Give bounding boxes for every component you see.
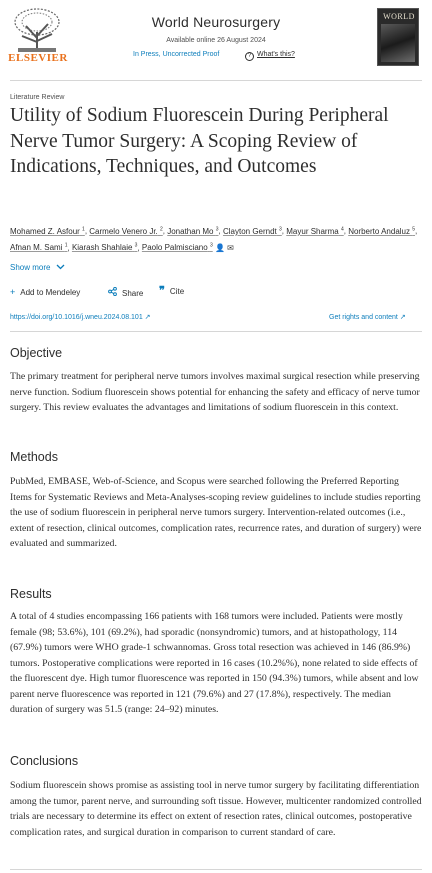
email-icon: ✉ [227,243,234,253]
author-name: Afnan M. Sami [10,243,63,253]
author-name: Jonathan Mo [167,226,214,236]
author-name: Paolo Palmisciano [141,243,208,253]
share-label: Share [122,289,144,298]
quote-icon: ❞ [159,285,165,297]
share-icon [108,287,117,298]
journal-cover[interactable] [377,8,419,66]
help-icon: ? [245,52,254,61]
author-name: Mohamed Z. Asfour [10,226,80,236]
whats-this-link[interactable] [245,51,295,61]
show-more-button[interactable] [10,263,65,272]
author-name: Clayton Gerndt [222,226,277,236]
author-affiliation: 3 [209,242,213,249]
person-icon: 👤 [214,243,225,253]
corresponding-author-icons[interactable] [213,243,234,252]
journal-title[interactable]: World Neurosurgery [151,14,281,30]
author-affiliation: 1 [64,242,68,249]
author-affiliation: 3 [134,242,138,249]
rights-link[interactable] [329,313,406,321]
author-link[interactable] [72,243,138,252]
author-affiliation: 5 [412,226,416,232]
author-name: Carmelo Venero Jr. [89,226,158,236]
article-title: Utility of Sodium Fluorescein During Peripheral Nerve Tumor Surgery: A Scoping Review of Indications, Techniques, and Outcomes [10,105,389,177]
doi-text: https://doi.org/10.1016/j.wneu.2024.08.101 [10,314,143,321]
availability-date: Available online 26 August 2024 [166,37,266,44]
external-link-icon: ↗ [399,314,406,321]
author-link[interactable] [223,227,282,236]
cover-image [381,24,415,62]
cover-title: WORLD [383,12,415,21]
author-name: Norberto Andaluz [348,226,411,236]
author-link[interactable] [10,243,67,252]
header [0,0,432,80]
article-type: Literature Review [10,94,65,101]
cite-button[interactable] [159,287,184,296]
author-link[interactable] [348,227,415,236]
author-link[interactable] [286,227,343,236]
author-link[interactable] [167,227,218,236]
publisher-name: ELSEVIER [8,52,68,64]
show-more-label: Show more [10,263,51,272]
author-affiliation: 3 [279,226,282,232]
chevron-down-icon [56,263,65,272]
author-link[interactable] [89,227,163,236]
section-heading-objective: Objective [10,346,63,360]
section-heading-results: Results [10,587,52,601]
share-button[interactable] [108,287,143,298]
author-link[interactable] [142,243,213,252]
author-affiliation: 1 [82,226,85,232]
section-heading-methods: Methods [10,450,58,464]
author-list: Mohamed Z. Asfour $^1$, Carmelo Venero Jr. $^2$, Jonathan Mo $^3$, Clayton Gerndt $^3$, Mayur Sharma $^4$, Norberto Andaluz $^5$, Afnan M. Sami $^1$, Kiarash Shahlaie $^3$, Paolo Palmisciano $^3$ 👤 ✉ [10,226,418,253]
content-divider [10,331,422,332]
author-link[interactable] [10,227,85,236]
section-heading-conclusions: Conclusions [10,754,79,768]
whats-this-label: What's this? [257,51,295,58]
mendeley-label: Add to Mendeley [20,288,81,297]
footer-divider [10,869,422,870]
section-text-results: A total of 4 studies encompassing 166 patients with 168 tumors were included. Patients were mostly female (98; 53.6%), 101 (69.2%), had sporadic (nonsyndromic) tumors, and at histopathology, 114 (67.9%) tumors were WHO grade-1 schwannomas. Gross total resection was achieved in 146 (86.9%) tumors. Postoperative complications were reported in 16 cases (10.2%%), none related to side effects of the fluorescent dye. High tumor fluorescence was reported in 150 (94.3%) tumors, while absent and low parent nerve fluorescence was reported in 121 (79.6%) and 27 (17.8%), respectively. The median duration of surgery was 51.5 (range: 24–92) minutes. [10,611,419,715]
plus-icon: + [10,287,16,297]
header-divider [10,80,422,81]
section-text-objective: The primary treatment for peripheral nerve tumors involves maximal surgical resection while preserving nerve function. Sodium fluorescein shows potential for enhancing the safety and efficacy of nerve tumor surgery. This review evaluates the advantages and limitations of sodium fluorescein in this context. [10,371,420,413]
cite-label: Cite [169,287,185,296]
author-affiliation: 3 [215,226,219,232]
author-name: Mayur Sharma [286,226,339,236]
author-affiliation: 4 [340,226,344,232]
add-to-mendeley-button[interactable] [10,287,80,297]
author-affiliation: 2 [160,226,163,232]
rights-text: Get rights and content [329,314,398,321]
section-text-conclusions: Sodium fluorescein shows promise as assisting tool in nerve tumor surgery by facilitating differentiation among the tumor, parent nerve, and surrounding soft tissue. However, multicenter randomized controlled trials are necessary to determine its effect on extent of resection rates, clinical outcomes, postoperative complication rates, and surgical duration in comparison to current standard of care. [10,780,422,838]
status-link[interactable]: In Press, Uncorrected Proof [133,51,220,58]
author-name: Kiarash Shahlaie [71,243,133,253]
doi-link[interactable] [10,313,151,321]
external-link-icon: ↗ [144,314,151,321]
section-text-methods: PubMed, EMBASE, Web-of-Science, and Scopus were searched following the Preferred Reporting Items for Systematic Reviews and Meta-Analyses-scoping review guidelines to include studies reporting the use of sodium fluorescein in peripheral nerve tumors surgery. Intervention-related outcomes (i.e., extent of resection, clinical outcomes, complication rates, recurrence rates, and duration of surgery) were evaluated and summarized. [10,476,422,549]
